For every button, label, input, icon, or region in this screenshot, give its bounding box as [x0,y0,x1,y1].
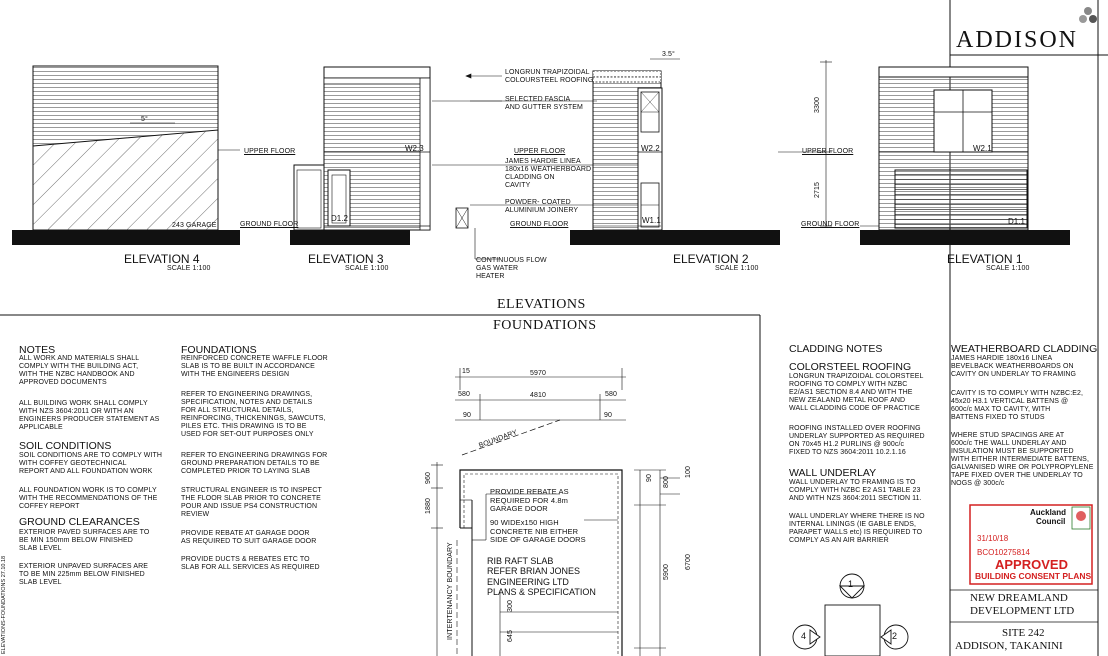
stamp-consent-number: BCO10275814 [977,548,1030,557]
elevation-2-drawing [593,59,832,230]
foundations-text-5: PROVIDE REBATE AT GARAGE DOOR AS REQUIRED TO SUIT GARAGE DOOR [181,530,317,546]
colorsteel-text-1: LONGRUN TRAPIZOIDAL COLORSTEEL ROOFING TO COMPLY WITH NZBC E2/AS1 SECTION 8.4 AND WITH THE NEW ZEALAND METAL ROOF AND WALL CLADDING CODE OF PRACTICE [789,373,924,413]
elevation-3-window: W2.3 [405,144,424,153]
ground-bar-e1 [860,230,1070,245]
cladding-notes-heading: CLADDING NOTES [789,343,883,355]
level-ground-e1: GROUND FLOOR [801,221,860,228]
callout-cladding: JAMES HARDIE LINEA 180x16 WEATHERBOARD CLADDING ON CAVITY [505,158,592,190]
elevation-2-window-bottom: W1.1 [642,216,661,225]
elevation-2-dim-top: 3.5° [662,51,675,58]
marker-2: 2 [892,631,898,641]
weatherboard-text-3: WHERE STUD SPACINGS ARE AT 600c/c THE WALL UNDERLAY AND INSULATION MUST BE SUPPORTED WITH EITHER INTERMEDIATE BATTENS, GALVANISED WIRE OR POLYPROPYLENE TAPE FIXED OVER THE UNDERLAY TO NOGS @ 300c/c [951,432,1094,488]
level-ground-e4: GROUND FLOOR [240,221,299,228]
elevation-4-drawing [33,66,240,230]
dim-90-plan: 90 [646,474,653,482]
level-ground-e2: GROUND FLOOR [510,221,569,228]
dim-5900: 5900 [663,564,670,580]
wall-underlay-text-1: WALL UNDERLAY TO FRAMING IS TO COMPLY WITH NZBC E2 AS1 TABLE 23 AND WITH NZS 3604:2011 SECTION 11. [789,479,922,503]
weatherboard-text-2: CAVITY IS TO COMPLY WITH NZBC:E2, 45x20 H3.1 VERTICAL BATTENS @ 600c/c MAX TO CAVITY, WITH BATTENS FIXED TO STUDS [951,390,1084,422]
elevation-2-window-top: W2.2 [641,144,660,153]
elevation-3-drawing [294,67,468,230]
notes-heading: NOTES [19,344,56,356]
foundations-text-4: STRUCTURAL ENGINEER IS TO INSPECT THE FLOOR SLAB PRIOR TO CONCRETE POUR AND ISSUE PS4 CONSTRUCTION REVIEW [181,487,322,519]
dim-1880: 1880 [425,498,432,514]
elevation-4-title: ELEVATION 4 [124,252,200,266]
elevation-4-scale: SCALE 1:100 [167,265,211,272]
ground-clear-text-1: EXTERIOR PAVED SURFACES ARE TO BE MIN 150mm BELOW FINISHED SLAB LEVEL [19,529,150,553]
foundations-text-2: REFER TO ENGINEERING DRAWINGS, SPECIFICATION, NOTES AND DETAILS FOR ALL STRUCTURAL DETAILS, REINFORCING, THICKENINGS, SAWCUTS, PILES ETC. THIS DRAWING IS TO BE USED FOR SET-OUT PURPOSES ONLY [181,391,326,439]
elevation-4-garage-note: 243 GARAGE [172,222,217,229]
colorsteel-heading: COLORSTEEL ROOFING [789,361,912,373]
site-line-2: ADDISON, TAKANINI [955,640,1063,652]
ground-bar-e2 [570,230,780,245]
stamp-date: 31/10/18 [977,534,1009,543]
stamp-council-1: Auckland [1030,508,1067,517]
elevation-2-dim-3300: 3300 [814,97,821,113]
dim-580-left: 580 [458,391,470,398]
callout-heater: CONTINUOUS FLOW GAS WATER HEATER [476,257,547,281]
foundations-text-1: REINFORCED CONCRETE WAFFLE FLOOR SLAB IS TO BE BUILT IN ACCORDANCE WITH THE ENGINEERS DESIGN [181,355,328,379]
elevation-3-scale: SCALE 1:100 [345,265,389,272]
inter-boundary-label: INTERTENANCY BOUNDARY [447,542,454,640]
dim-15: 15 [462,368,470,375]
soil-text-2: ALL FOUNDATION WORK IS TO COMPLY WITH THE RECOMMENDATIONS OF THE COFFEY REPORT [19,487,158,511]
elevation-3-title: ELEVATION 3 [308,252,384,266]
ground-clear-text-2: EXTERIOR UNPAVED SURFACES ARE TO BE MIN 225mm BELOW FINISHED SLAB LEVEL [19,563,149,587]
elevation-1-door: D1.1 [1008,217,1025,226]
callout-fascia: SELECTED FASCIA AND GUTTER SYSTEM [505,96,583,112]
callout-roofing: LONGRUN TRAPIZOIDAL COLOURSTEEL ROOFING [505,69,594,85]
elevation-2-title: ELEVATION 2 [673,252,749,266]
brand-logo: ADDISON [956,27,1078,53]
elevation-1-title: ELEVATION 1 [947,252,1023,266]
soil-text-1: SOIL CONDITIONS ARE TO COMPLY WITH WITH COFFEY GEOTECHNICAL REPORT AND ALL FOUNDATION WORK [19,452,163,476]
side-file-label: ELEVATIONS-FOUNDATIONS 27.10.18 [1,555,7,654]
site-line-1: SITE 242 [1002,627,1045,639]
notes-text-2: ALL BUILDING WORK SHALL COMPLY WITH NZS 3604:2011 OR WITH AN ENGINEERS PRODUCER STATEMENT AS APPLICABLE [19,400,160,432]
logo-dots-icon [1079,7,1097,23]
dim-4810: 4810 [530,392,546,399]
stamp-approved: APPROVED [995,557,1068,572]
dim-645: 645 [507,630,514,642]
elevation-1-drawing [860,67,1028,230]
elevation-1-scale: SCALE 1:100 [986,265,1030,272]
elevation-2-dim-2715: 2715 [814,182,821,198]
sheet-title-elevations: ELEVATIONS [497,297,586,312]
plan-note-raft: RIB RAFT SLAB REFER BRIAN JONES ENGINEERING LTD PLANS & SPECIFICATION [487,556,596,598]
weatherboard-text-1: JAMES HARDIE 180x16 LINEA BEVELBACK WEATHERBOARDS ON CAVITY ON UNDERLAY TO FRAMING [951,355,1077,379]
sheet-title-foundations: FOUNDATIONS [493,318,597,333]
client-line-1: NEW DREAMLAND [970,592,1068,604]
foundations-text-6: PROVIDE DUCTS & REBATES ETC TO SLAB FOR ALL SERVICES AS REQUIRED [181,556,320,572]
stamp-building-consent: BUILDING CONSENT PLANS [975,571,1092,581]
dim-5970: 5970 [530,370,546,377]
wall-underlay-heading: WALL UNDERLAY [789,467,877,479]
client-line-2: DEVELOPMENT LTD [970,605,1075,617]
dim-90-right: 90 [604,412,612,419]
marker-1: 1 [848,579,854,589]
wall-underlay-text-2: WALL UNDERLAY WHERE THERE IS NO INTERNAL LININGS (IE GABLE ENDS, PARAPET WALLS etc) IS REQUIRED TO COMPLY AS AN AIR BARRIER [789,513,925,545]
elevation-3-door: D1.2 [331,214,348,223]
callout-joinery: POWDER- COATED ALUMINIUM JOINERY [505,199,579,215]
foundations-text-3: REFER TO ENGINEERING DRAWINGS FOR GROUND PREPARATION DETAILS TO BE COMPLETED PRIOR TO LAYING SLAB [181,452,328,476]
notes-text-1: ALL WORK AND MATERIALS SHALL COMPLY WITH THE BUILDING ACT, WITH THE NZBC HANDBOOK AND APPROVED DOCUMENTS [19,355,140,387]
plan-note-nib: 90 WIDEx150 HIGH CONCRETE NIB EITHER SIDE OF GARAGE DOORS [490,518,586,545]
colorsteel-text-2: ROOFING INSTALLED OVER ROOFING UNDERLAY SUPPORTED AS REQUIRED ON 70x45 H1.2 PURLINS @ 900c/c FIXED TO NZS 3604:2011 10.2.1.16 [789,425,925,457]
foundations-heading: FOUNDATIONS [181,344,257,356]
elevation-2-scale: SCALE 1:100 [715,265,759,272]
elevation-4-pitch: 5° [141,116,148,123]
dim-90-left: 90 [463,412,471,419]
boundary-label: BOUNDARY [478,429,519,450]
ground-bar-e4 [12,230,240,245]
dim-100: 100 [685,466,692,478]
dim-300: 300 [507,600,514,612]
dim-580-right: 580 [605,391,617,398]
dim-6700: 6700 [685,554,692,570]
level-upper-e1: UPPER FLOOR [802,148,854,155]
stamp-council-2: Council [1036,517,1066,526]
dim-960: 960 [425,472,432,484]
level-upper-e4: UPPER FLOOR [244,148,296,155]
level-upper-e2: UPPER FLOOR [514,148,566,155]
marker-4: 4 [801,631,807,641]
elevation-1-window: W2.1 [973,144,992,153]
ground-bar-e3 [290,230,410,245]
ground-clear-heading: GROUND CLEARANCES [19,516,140,528]
plan-note-rebate: PROVIDE REBATE AS REQUIRED FOR 4.8m GARAGE DOOR [490,487,569,514]
dim-800: 800 [663,476,670,488]
soil-heading: SOIL CONDITIONS [19,440,112,452]
weatherboard-heading: WEATHERBOARD CLADDING [951,343,1098,355]
